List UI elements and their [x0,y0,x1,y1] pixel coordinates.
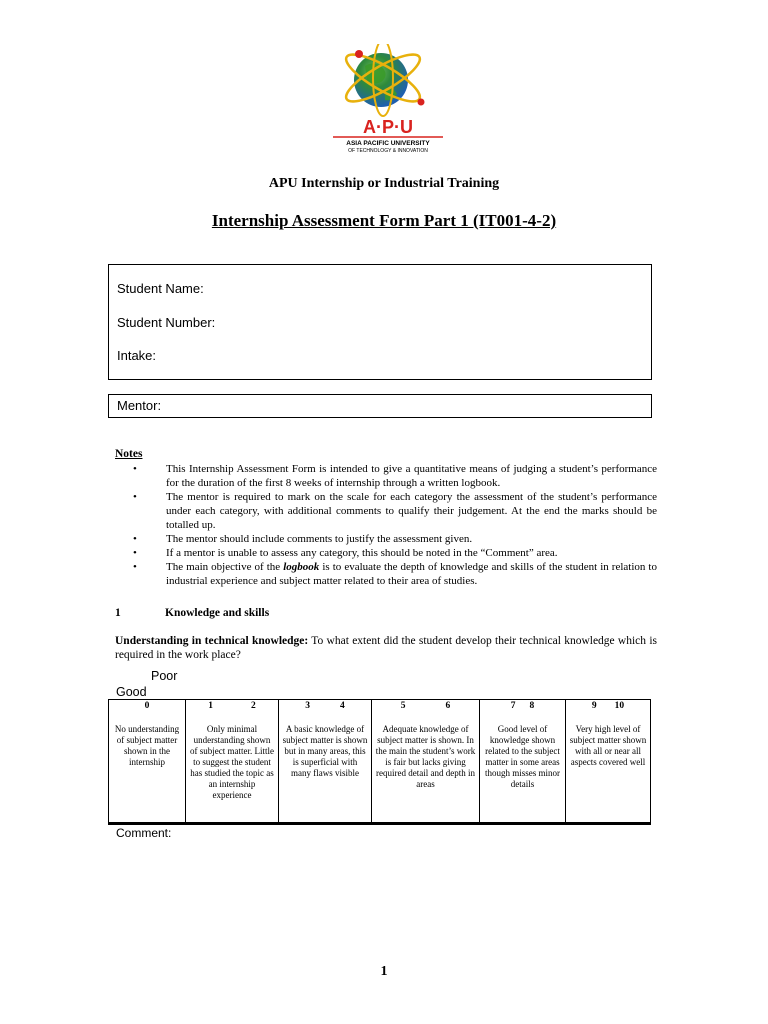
logbook-emphasis: logbook [283,561,320,573]
section-heading [115,607,269,619]
scale-number[interactable]: 5 [400,701,406,711]
question-text: Understanding in technical knowledge: To what extent did the student develop their technical knowledge which is required in the work place? [115,635,657,661]
scale-number[interactable]: 1 [208,701,213,711]
question-label: Understanding in technical knowledge: [115,635,309,647]
student-number-label: Student Number: [117,315,216,330]
scale-column[interactable] [480,700,566,822]
scale-number[interactable]: 8 [529,701,535,711]
note-item: • This Internship Assessment Form is intended to give a quantitative means of judging a student’s performance for the duration of the first 8 weeks of internship through a written logbook. [133,463,657,489]
bullet-icon: • [133,463,137,475]
bullet-icon: • [133,547,137,559]
comment-label: Comment: [116,826,172,840]
student-info-box [108,264,652,380]
form-title: Internship Assessment Form Part 1 (IT001-4-2) [211,211,557,230]
scale-number[interactable]: 3 [305,701,310,711]
scale-description: Good level of knowledge shown related to the subject matter in some areas though misses minor details [484,724,560,789]
scale-column[interactable] [372,700,480,822]
logo-line1: ASIA PACIFIC UNIVERSITY [346,140,430,147]
mentor-label: Mentor: [117,398,162,413]
section-number: 1 [115,607,121,619]
rating-scale [108,699,651,825]
scale-column[interactable] [186,700,279,822]
note-item: • The mentor should include comments to justify the assessment given. [133,533,473,545]
page-number: 1 [380,964,388,979]
scale-number[interactable]: 10 [614,701,625,711]
mentor-box [108,394,652,418]
scale-column[interactable] [566,700,650,822]
apu-logo [325,44,451,156]
scale-description: Very high level of subject matter shown with all or near all aspects covered well [569,724,647,767]
scale-description: A basic knowledge of subject matter is shown but in many areas, this is superficial with many flaws visible [282,724,368,778]
scale-description: Only minimal understanding shown of subject matter. Little to suggest the student has studied the topic as an internship experience [190,724,274,800]
scale-number[interactable]: 2 [251,701,256,711]
note-item: • The mentor is required to mark on the scale for each category the assessment of the student’s performance under each category, with additional comments to qualify their judgement. At the end the marks should be totalled up. [133,491,657,531]
form-subtitle: APU Internship or Industrial Training [268,176,500,191]
scale-description: Adequate knowledge of subject matter is shown. In the main the student’s work is fair but lacks giving required detail and depth in areas [375,724,476,789]
intake-label: Intake: [117,348,157,363]
scale-number[interactable]: 4 [340,701,345,711]
scale-column[interactable] [109,700,186,822]
student-name-label: Student Name: [117,281,204,296]
bullet-icon: • [133,533,137,545]
logo-line2: OF TECHNOLOGY & INNOVATION [348,148,428,154]
scale-number[interactable]: 0 [144,701,150,711]
logo-wordmark: A·P·U [363,117,413,137]
note-item: • The main objective of the logbook is to evaluate the depth of knowledge and skills of the student in relation to industrial experience and subject matter related to their area of studies. [133,561,657,587]
note-item: • If a mentor is unable to assess any category, this should be noted in the “Comment” area. [133,547,558,559]
scale-description: No understanding of subject matter shown in the internship [114,724,180,767]
scale-poor-label: Poor [151,669,178,683]
scale-column[interactable] [279,700,372,822]
scale-number[interactable]: 6 [445,701,451,711]
bullet-icon: • [133,491,137,503]
bullet-icon: • [133,561,137,573]
scale-good-label: Good [116,685,147,699]
notes-list [115,462,657,588]
globe-atom-icon [325,44,451,156]
notes-title: Notes [115,448,143,460]
scale-number[interactable]: 9 [591,701,597,711]
scale-number[interactable]: 7 [510,701,516,711]
section-title: Knowledge and skills [165,607,270,619]
